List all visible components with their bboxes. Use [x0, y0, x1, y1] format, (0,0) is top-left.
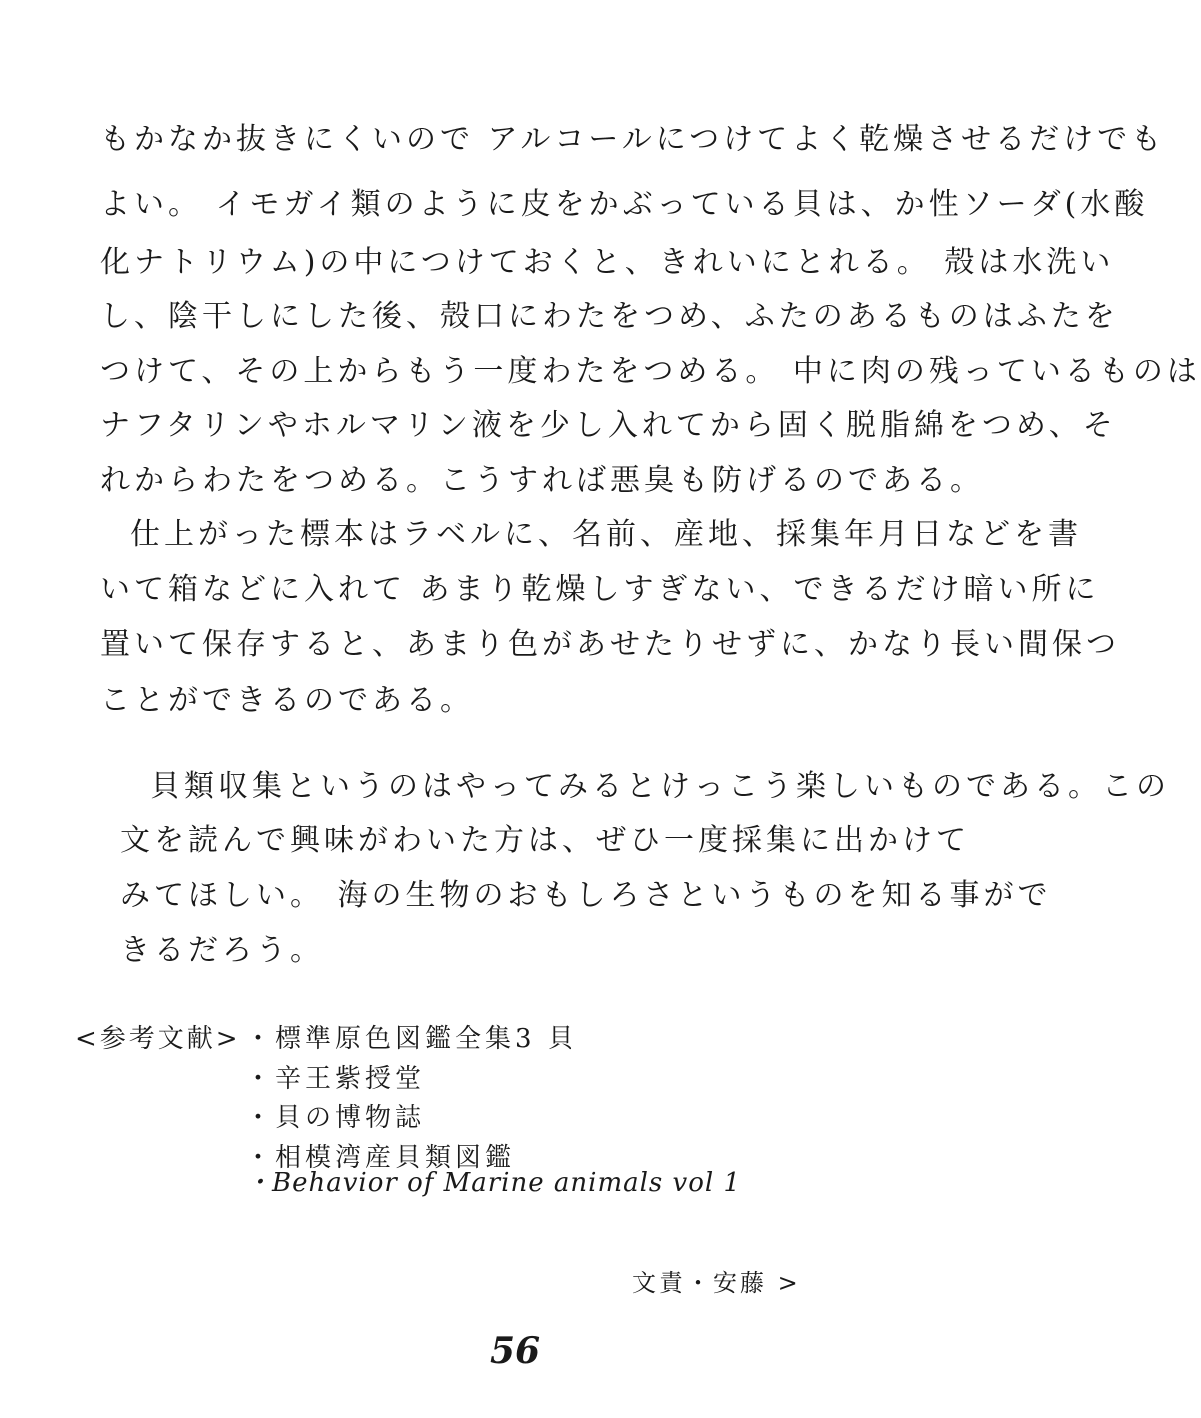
page-number: 56	[490, 1330, 541, 1372]
text-line: よい。 イモガイ類のように皮をかぶっている貝は、か性ソーダ(水酸	[100, 187, 1149, 222]
text-line: れからわたをつめる。こうすれば悪臭も防げるのである。	[100, 463, 984, 498]
reference-item: ・辛王紫授堂	[245, 1064, 426, 1094]
text-line: 化ナトリウム)の中につけておくと、きれいにとれる。 殻は水洗い	[100, 245, 1115, 280]
text-line: ことができるのである。	[100, 683, 474, 718]
text-line: 文を読んで興味がわいた方は、ぜひ一度採集に出かけて	[120, 823, 970, 858]
text-line: し、陰干しにした後、殻口にわたをつめ、ふたのあるものはふたを	[100, 299, 1119, 334]
text-line: つけて、その上からもう一度わたをつめる。 中に肉の残っているものは	[100, 354, 1201, 389]
text-line: もかなか抜きにくいので アルコールにつけてよく乾燥させるだけでも	[100, 122, 1166, 157]
text-line: みてほしい。 海の生物のおもしろさというものを知る事がで	[120, 878, 1052, 913]
text-line: いて箱などに入れて あまり乾燥しすぎない、できるだけ暗い所に	[100, 572, 1100, 607]
text-line: ナフタリンやホルマリン液を少し入れてから固く脱脂綿をつめ、そ	[100, 408, 1117, 443]
text-line: 貝類収集というのはやってみるとけっこう楽しいものである。この	[150, 769, 1170, 804]
text-line: 置いて保存すると、あまり色があせたりせずに、かなり長い間保つ	[100, 627, 1120, 662]
reference-item: ・相模湾産貝類図鑑	[245, 1143, 516, 1173]
reference-item: ・Behavior of Marine animals vol 1	[245, 1168, 741, 1198]
text-line: きるだろう。	[120, 933, 324, 968]
references-label: <参考文献>	[75, 1024, 241, 1054]
reference-item: ・標準原色図鑑全集3 貝	[245, 1024, 578, 1054]
text-line: 仕上がった標本はラベルに、名前、産地、採集年月日などを書	[130, 517, 1082, 552]
reference-item: ・貝の博物誌	[245, 1103, 426, 1133]
author-credit: 文責・安藤 >	[632, 1269, 801, 1297]
